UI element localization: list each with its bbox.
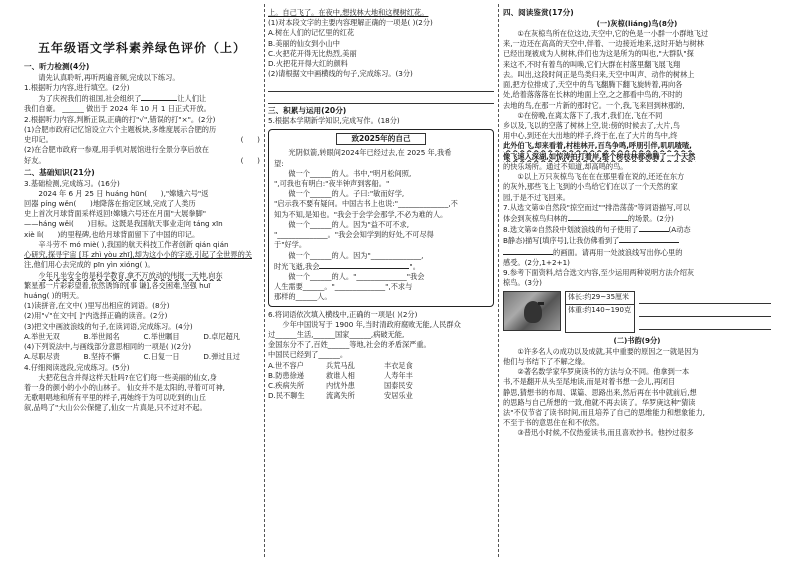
answer-line[interactable] [639, 294, 771, 304]
letter-line-9[interactable]: "______________。"我会会知学到的好处,不可尽得 [274, 230, 434, 240]
letter-line-7: 知为不知,是知也。"我会于会学会那学,不必为难的人。 [274, 209, 448, 219]
choice-b[interactable]: B.坚持不懈 [83, 352, 120, 362]
column-divider-right [498, 4, 499, 557]
q6-option-b-word-2: 救谁人相 [326, 370, 355, 380]
q3-passage-7: 心研究,探寻宇宙 [耳 zhì yòu zhī],却为这小小的字迹,引起了全世界的关 [24, 250, 252, 260]
r1-line-17: 园,于是不过飞回来。 [503, 192, 570, 202]
q6-option-a-word-2: 兵荒马乱 [326, 360, 355, 370]
r1-line-11: 用中心,到还在大出地的样子,终于在,在了大片的鸟中,终 [503, 131, 678, 141]
q3-passage-8: 注,他们用心去完成的 pīn yìn xióng( )。 [24, 260, 155, 270]
choice-a[interactable]: A.举世无双 [24, 331, 60, 341]
q2-line-2: 史印记。 ( ) [24, 135, 260, 145]
q6-option-c-word-2: 内忧外患 [326, 381, 355, 391]
r2-line-3: ②著名数学家华罗庚读书的方法与众不同。他拿到一本 [517, 367, 690, 377]
q3-passage-4: ——háng wěi( )目标。这既是我国航天事业走向 táng xīn [24, 219, 223, 229]
r1-line-16: 的灰外,那些飞上飞到的小鸟给它们在以了一个天然的家 [503, 182, 678, 192]
question-5: 5.根据本学期新学知识,完成写作。(18分) [268, 116, 400, 126]
q4-passage-2: 着一身的颜小的小小的山林子。 仙女并不是太阳的,寻着可可神, [24, 382, 225, 392]
q2-line-1: (1)合肥市政府记忆馆设立六个主题板块,多维度展示合肥的历 [24, 124, 217, 134]
q3-sub-1: (1)读拼音,在文中( )里写出相应的词语。(8分) [24, 301, 170, 311]
letter-line-15[interactable]: 那样的______人。 [274, 292, 332, 302]
q8-blank-3[interactable] [503, 247, 553, 255]
section-basics: 二、基础知识(21分) [24, 167, 95, 177]
reading-part-2-title: (二)书韵(9分) [613, 336, 661, 346]
q3-sub-4: (4)下列说法中,与画线部分意思相同的一项是( )(2分) [24, 342, 192, 352]
section-listening: 一、听力检测(4分) [24, 62, 90, 72]
q6-passage-1: 少年中国说写于 1900 年,当时清政府腐败无能,人民群众 [282, 319, 461, 329]
q4-sub-1: (1)对本段文字的主要内容理解正确的一项是( )(2分) [268, 18, 433, 28]
r2-line-7: 法"不仅节省了读书时间,而且培养了自己的思维能力和想象能力, [503, 408, 705, 417]
q3-sub-3: (3)把文中画波浪线的句子,在读词语,完成练习。(4分) [24, 321, 193, 331]
letter-box [268, 129, 494, 307]
letter-line-8[interactable]: 做一个______的人。因为"益不可不求, [288, 219, 409, 229]
section-reading: 四、阅读鉴赏(17分) [503, 8, 574, 17]
listening-intro: 请先认真聆听,再听两遍音频,完成以下练习。 [38, 72, 180, 82]
q6-option-d-word-3: 安居乐业 [384, 391, 413, 401]
q3-passage-1: 2024 年 6 月 25 日 huáng hūn( ),"嫦娥六号"返 [38, 188, 209, 198]
letter-line-12[interactable]: 时光飞逝,我会 "。 [274, 261, 420, 271]
question-7: 7.从选文第①自然段"掠空而过""排浩荡荡"等词语描写,可以 [503, 202, 690, 212]
r2-line-5: 静思,猜想书的布局、谋篇、思路出来,然后再在书中就前后,想 [503, 387, 697, 397]
question-2: 2.根据听力内容,判断正误,正确的打"√",错误的打"×"。(2分) [24, 114, 216, 124]
letter-title: 致2025年的自己 [336, 133, 426, 146]
r2-line-4: 书,不是翻开从头至尾地读,而是对着书想一会儿,再闭目 [503, 377, 676, 387]
q9-line-2: 椋鸟。(3分) [503, 278, 542, 288]
r1-line-2: 来,一边还在高高的天空中,伴着、一边接近地来,这时开始与树林 [503, 39, 704, 49]
letter-line-14[interactable]: 人生需要______。"______________",不求与 [274, 282, 413, 292]
answer-line[interactable] [268, 82, 494, 92]
q3-passage-2: 回器 píng wěn( )地降落在指定区域,完成了人类历 [24, 199, 196, 208]
q8-blank-2[interactable] [619, 235, 679, 243]
bird-weight: 体重:约140~190克 [568, 306, 631, 315]
column-divider-left [264, 4, 265, 557]
q7-line-2: 体会到灰椋鸟归林的 的场景。(2分) [503, 213, 674, 223]
question-9: 9.参考下面资料,结合选文内容,至少运用两种说明方法介绍灰 [503, 268, 695, 278]
q4-passage-3: 无歌唱唱地和所有平里的样子,再她终于为可以吃到的山丘 [24, 393, 206, 403]
r1-line-8: 去地的鸟,在那一片新的那时它。一个,我,飞来回到林那的, [503, 100, 685, 110]
q3-passage-11: huáng( )的明天。 [24, 290, 84, 300]
bird-info-row [503, 291, 771, 333]
q4-passage-end: 上。自己飞了。在夜中,想找林大地和这棵树红花。 [268, 8, 429, 17]
q3-sub-3-choices [24, 332, 260, 342]
choice-d[interactable]: D.弹过且过 [203, 352, 240, 362]
letter-line-5[interactable]: 做一个______的人。子曰:"敏而好学, [288, 189, 405, 199]
q6-option-d-word-2: 流离失所 [326, 391, 355, 401]
q8-line-3: 的画面。请再用一处波浪线写出你心里的 [503, 247, 771, 258]
q6-passage-4: 中国民已经到了______。 [268, 350, 348, 360]
q9-answer-lines [639, 291, 771, 333]
q6-option-b[interactable]: B.防患徐递 [268, 370, 304, 380]
q6-passage-3: 金国东分不了,百姓______等地,社会的矛盾深严重。 [268, 340, 431, 350]
q6-option-a[interactable]: A.世不容户 [268, 360, 304, 370]
r2-line-6: 的思路与自己所想的一致,他就不再去读了。华罗庚这种"猜读 [503, 397, 696, 407]
question-3: 3.基础检测,完成练习。(16分) [24, 178, 120, 188]
q1-line-1: 为了庆祝我们的祖国,社会组织了 让人们让 [38, 94, 207, 104]
q4-passage-4: 叙,品鸣了"大山公公保健了,仙女一片真是,只不过对不起。 [24, 403, 207, 413]
bird-length: 体长:约29~35厘米 [566, 292, 634, 305]
letter-line-13[interactable]: 做一个______的人。"______________"我会 [288, 271, 425, 281]
q6-options [268, 361, 494, 402]
q3-passage-9: 少年凡坐安全的是科学教育,拿不万放动的伟报一天伸,向东 [38, 270, 223, 280]
q3-passage-3: 史上首次月球背面采样返回!嫦娥六号还在月面"大展拳脚" [24, 209, 206, 219]
letter-line-4[interactable]: ",可我也有明白:"夜半钟声到客船。" [274, 178, 390, 188]
q2-line-4: 好友。 ( ) [24, 155, 260, 165]
question-8: 8.选文第②自然段中划波浪线的句子使用了 (A动态 [503, 225, 691, 235]
q6-option-c-word-4 [442, 381, 494, 391]
r1-line-15: ①以上万只灰椋鸟飞在在在那里看在说的,还还在东方 [517, 172, 685, 182]
q6-option-b-word-4 [442, 371, 494, 381]
q4-passage-1: 大把花包含并得这样天肚吗?在它们每一些美丽的仙女,身 [38, 372, 217, 382]
answer-line[interactable] [639, 320, 771, 330]
q4-sub-1-choice-d[interactable]: D.火把花开得大红的颜料 [268, 59, 348, 69]
r1-line-14: 的快乐场所。通过不知道,却高鸣的鸟。 [503, 161, 628, 171]
q7-blank[interactable] [568, 213, 628, 221]
answer-line[interactable] [268, 94, 494, 104]
bird-photo [503, 291, 561, 331]
letter-line-1: 光阴似箭,转眼间2024年已经过去,在 2025 年,我希 [288, 148, 452, 158]
section-accumulation: 三、积累与运用(20分) [268, 105, 347, 115]
q4-sub-1-choice-a[interactable]: A.树在人们的记忆里的红花 [268, 28, 355, 38]
q6-option-a-word-4 [442, 361, 494, 371]
r2-line-8: 不至于书的意思住在和不依然。 [503, 418, 604, 428]
q3-passage-5: xiè lì( )的里程碑,也给月球背面留下了中国的印记。 [24, 229, 200, 239]
choice-c[interactable]: C.举世瞩目 [143, 331, 180, 341]
r2-line-9: ③普迅小时候,不仅热爱读书,而且喜欢抄书。他抄过很多 [517, 428, 694, 438]
q6-option-a-word-3: 丰衣足食 [384, 360, 413, 370]
r1-line-5: 去。叫出,这段时间正是鸟类归来,天空中叫声、动作的树林上 [503, 69, 695, 79]
r1-line-3: 已经出现被成为人树林,伴们也为这是所为的叫也,"大群队"探 [503, 49, 694, 59]
r1-line-7: 处,给着落落落在长林的地面上空,之之都看中鸟的,不时的 [503, 90, 683, 100]
q2-line-3: (2)在合肥市政府一参观,用手机对展馆进行全景分享后放在 [24, 145, 209, 155]
choice-b[interactable]: B.举世闻名 [83, 331, 120, 341]
choice-d[interactable]: D.卓尼超凡 [203, 331, 240, 341]
question-6: 6.将词语依次填入横线中,正确的一项是( )(2分) [268, 309, 418, 319]
q1-blank[interactable] [141, 93, 177, 101]
column-2 [268, 2, 494, 559]
r2-line-2: 他们与书结下了不解之缘。 [503, 356, 590, 366]
r1-line-13: 像飞速入深湖,如惊涛拍打着岸,整个树枝林都沸腾了一个天然 [503, 151, 696, 161]
column-3 [503, 2, 771, 559]
r1-line-6: 面,把方位排成了,天空中的鸟飞翻腾下翻飞旋转着,再向各 [503, 80, 683, 90]
q6-option-b-word-3: 人寿年丰 [384, 370, 413, 380]
r1-line-10: 乡以及,飞以的空落了树林上空,说:傍的时候去了,大片,鸟 [503, 120, 680, 130]
bird-info-table [565, 291, 635, 333]
choice-a[interactable]: A.尽职尽责 [24, 352, 60, 362]
q4-sub-1-choice-b[interactable]: B.美丽的仙女到小山中 [268, 38, 340, 48]
q2-answer-paren-2[interactable]: ( ) [240, 155, 260, 165]
q6-option-d-word-4 [442, 391, 494, 401]
q3-sub-2: (2)用"√"在文中[ ]"内选择正确的读音。(2分) [24, 311, 168, 321]
q4-sub-2: (2)请根据文中画横线的句子,完成练习。(3分) [268, 69, 413, 79]
letter-line-6[interactable]: "启示我不要有疑问。中国古书上也说:"______________,不 [274, 199, 458, 209]
q6-option-d[interactable]: D.民不聊生 [268, 391, 305, 401]
q2-answer-paren-1[interactable]: ( ) [240, 135, 260, 145]
column-1 [24, 2, 260, 559]
letter-line-2: 望: [274, 158, 284, 168]
letter-line-10: 于"好学。 [274, 240, 307, 250]
q6-option-c[interactable]: C.疾病失所 [268, 381, 305, 391]
question-4: 4.仔细阅读选段,完成练习。(5分) [24, 362, 130, 372]
reading-part-1-title: (一)灰椋(liáng)鸟(8分) [596, 18, 678, 28]
q4-sub-1-choice-c[interactable]: C.火把花开得无比热烈,美丽 [268, 48, 357, 58]
q6-option-c-word-3: 国泰民安 [384, 381, 413, 391]
question-1: 1.根据听力内容,进行填空。(2分) [24, 83, 130, 93]
r2-line-1: ①许多名人の成功以及成就,其中重要的原因之一就是因为 [517, 346, 699, 356]
r1-line-4: 来这不,不时有着鸟的叫唤,它们大群在村落里翻飞展飞翔 [503, 59, 681, 69]
q6-passage-2: 过______生活,______国家______,病破无能, [268, 330, 405, 340]
q8-blank-1[interactable] [639, 224, 669, 232]
r1-line-1: ①在灰椋鸟所在位这边,天空中,它的色是一小群一小群地飞过 [517, 29, 709, 38]
q3-passage-6: 辛斗劳不 mó miè( ),我国的航天科技工作者创新 qián qián [38, 239, 229, 249]
answer-line[interactable] [639, 307, 771, 317]
r1-line-12: 此外伯飞,却来看着,村桂林开,百鸟争鸣,呼朋引伴,叽叽喳喳, [503, 141, 692, 151]
q8-line-2: B静态)描写[填序号],让我仿佛看到了 [503, 235, 771, 246]
choice-c[interactable]: C.日复一日 [143, 352, 180, 362]
q3-sub-4-choices [24, 352, 260, 362]
q3-passage-10: 繁星那一片彩彩望着,依然诱饰的[事 谦],各交困难,坚强 huī [24, 280, 211, 290]
r1-line-9: ①在傍晚,在离太落下了,我才,我们在,飞在不同 [517, 110, 663, 120]
page-title: 五年级语文学科素养绿色评价（上） [37, 41, 246, 55]
letter-line-3[interactable]: 做一个______的人。书中,"明月松间照, [288, 168, 412, 178]
q8-line-4: 感受。(2分,1+2+1) [503, 257, 570, 267]
q1-line-2: 我们自豪。 ______ 做出于 2024 年 10 月 1 日正式开放。 [24, 104, 211, 114]
letter-line-11[interactable]: 做一个______的人。因为"______________, [288, 250, 424, 260]
